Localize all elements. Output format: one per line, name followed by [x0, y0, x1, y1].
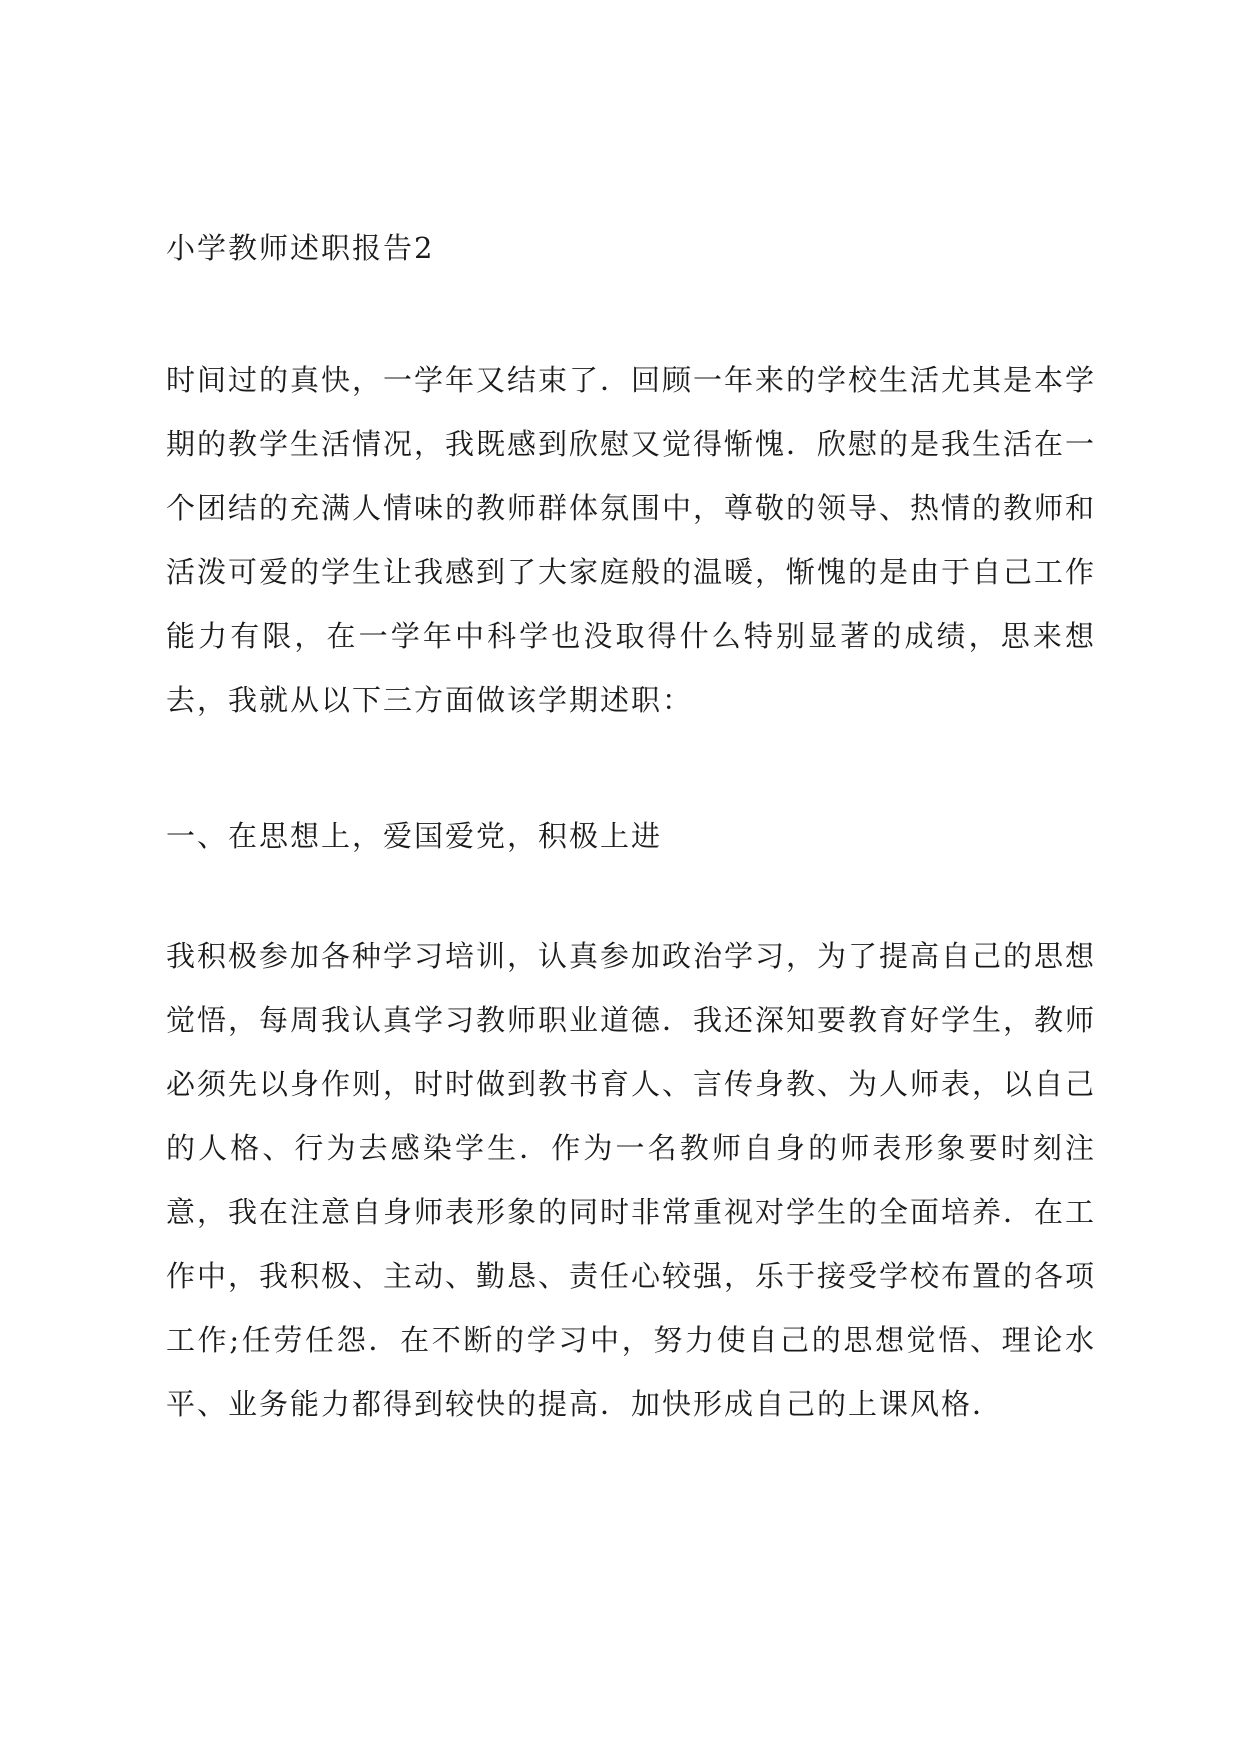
- section-heading: 一、在思想上，爱国爱党，积极上进: [166, 819, 663, 853]
- intro-paragraph: 时间过的真快，一学年又结束了．回顾一年来的学校生活尤其是本学期的教学生活情况，我既感到欣慰又觉得惭愧．欣慰的是我生活在一个团结的充满人情味的教师群体氛围中，尊敬的领导、热情的教师和活泼可爱的学生让我感到了大家庭般的温暖，惭愧的是由于自己工作能力有限，在一学年中科学也没取得什么特别显著的成绩，思来想去，我就从以下三方面做该学期述职：: [166, 363, 1097, 717]
- document-title: 小学教师述职报告2: [166, 231, 435, 265]
- section-paragraph: 我积极参加各种学习培训，认真参加政治学习，为了提高自己的思想觉悟，每周我认真学习教师职业道德．我还深知要教育好学生，教师必须先以身作则，时时做到教书育人、言传身教、为人师表，以自己的人格、行为去感染学生．作为一名教师自身的师表形象要时刻注意，我在注意自身师表形象的同时非常重视对学生的全面培养．在工作中，我积极、主动、勤恳、责任心较强，乐于接受学校布置的各项工作;任劳任怨．在不断的学习中，努力使自己的思想觉悟、理论水平、业务能力都得到较快的提高．加快形成自己的上课风格．: [166, 939, 1097, 1421]
